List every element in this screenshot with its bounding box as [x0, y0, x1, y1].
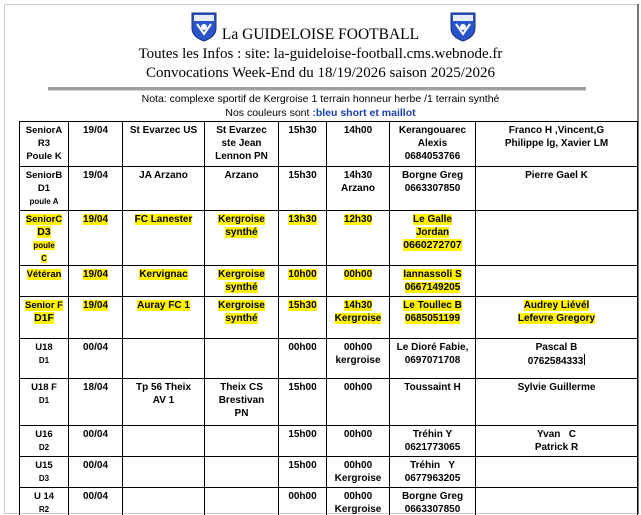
date-cell: 00/04 [69, 339, 123, 379]
meeting-cell: 00h00 [327, 266, 390, 297]
manager-cell: Le Galle Jordan 0660272707 [390, 211, 476, 266]
meeting-cell: 00h00 [327, 379, 390, 426]
referee-cell: Sylvie Guillerme [476, 379, 638, 426]
opponent-cell [123, 457, 205, 488]
referee-cell: Yvan C Patrick R [476, 426, 638, 457]
table-row [20, 379, 638, 426]
nota-line: Nota: complexe sportif de Kergroise 1 terrain honneur herbe /1 terrain synthé [141, 93, 500, 105]
category-cell: SeniorB D1 poule A [20, 167, 69, 211]
table-row [20, 266, 638, 297]
category-cell: SeniorC D3 poule C [20, 211, 69, 266]
convocations-table [19, 121, 638, 515]
opponent-cell [123, 488, 205, 515]
date-cell: 19/04 [69, 266, 123, 297]
category-cell: Vétéran [20, 266, 69, 297]
date-cell: 19/04 [69, 167, 123, 211]
kickoff-cell: 15h30 [279, 167, 327, 211]
referee-cell: Audrey Liévél Lefevre Gregory [476, 297, 638, 339]
club-name: La GUIDELOISE FOOTBALL [221, 26, 420, 43]
referee-cell [476, 457, 638, 488]
kickoff-cell: 00h00 [279, 488, 327, 515]
colors-prefix: Nos couleurs sont [225, 107, 313, 119]
kickoff-cell: 15h00 [279, 426, 327, 457]
table-row [20, 167, 638, 211]
category-cell: U18 F D1 [20, 379, 69, 426]
date-cell: 19/04 [69, 211, 123, 266]
opponent-cell [123, 426, 205, 457]
venue-cell: St Evarzec ste Jean Lennon PN [205, 122, 279, 167]
referee-cell: Pierre Gael K [476, 167, 638, 211]
opponent-cell: Tp 56 Theix AV 1 [123, 379, 205, 426]
table-row [20, 488, 638, 515]
opponent-cell: St Evarzec US [123, 122, 205, 167]
opponent-cell: Kervignac [123, 266, 205, 297]
meeting-cell: 14h30 Arzano [327, 167, 390, 211]
separator [48, 90, 586, 91]
colors-value: :bleu short et maillot [312, 107, 416, 119]
date-cell: 00/04 [69, 457, 123, 488]
kickoff-cell: 15h00 [279, 379, 327, 426]
table-row [20, 426, 638, 457]
venue-cell [205, 339, 279, 379]
venue-cell: Kergroise synthé [205, 297, 279, 339]
category-cell: U18 D1 [20, 339, 69, 379]
manager-cell: Kerangouarec Alexis 0684053766 [390, 122, 476, 167]
manager-cell: Borgne Greg 0663307850 [390, 488, 476, 515]
meeting-cell: 00h00 Kergroise [327, 488, 390, 515]
venue-cell [205, 457, 279, 488]
manager-cell: Toussaint H [390, 379, 476, 426]
infos-line: Toutes les Infos : site: la-guideloise-football.cms.webnode.fr [138, 46, 503, 62]
table-row [20, 297, 638, 339]
manager-cell: Le Dioré Fabie, 0697071708 [390, 339, 476, 379]
meeting-cell: 00h00 Kergroise [327, 457, 390, 488]
kickoff-cell: 15h00 [279, 457, 327, 488]
referee-cell: Pascal B 0762584333 [476, 339, 638, 379]
meeting-cell: 14h30 Kergroise [327, 297, 390, 339]
venue-cell [205, 488, 279, 515]
category-cell: U16 D2 [20, 426, 69, 457]
kickoff-cell: 13h30 [279, 211, 327, 266]
category-cell: U15 D3 [20, 457, 69, 488]
referee-cell [476, 266, 638, 297]
convocations-line: Convocations Week-End du 18/19/2026 saison 2025/2026 [146, 65, 495, 81]
text-cursor [584, 354, 585, 365]
referee-cell [476, 211, 638, 266]
kickoff-cell: 10h00 [279, 266, 327, 297]
referee-cell: Franco H ,Vincent,G Philippe lg, Xavier LM [476, 122, 638, 167]
manager-cell: Tréhin Y 0677963205 [390, 457, 476, 488]
manager-cell: Tréhin Y 0621773065 [390, 426, 476, 457]
date-cell: 19/04 [69, 297, 123, 339]
referee-cell [476, 488, 638, 515]
venue-cell: Theix CS Brestivan PN [205, 379, 279, 426]
table-row [20, 457, 638, 488]
table-row [20, 339, 638, 379]
venue-cell: Arzano [205, 167, 279, 211]
venue-cell: Kergroise synthé [205, 211, 279, 266]
date-cell: 19/04 [69, 122, 123, 167]
category-cell: Senior F D1F [20, 297, 69, 339]
table-row [20, 211, 638, 266]
date-cell: 18/04 [69, 379, 123, 426]
meeting-cell: 12h30 [327, 211, 390, 266]
manager-cell: Iannassoli S 0667149205 [390, 266, 476, 297]
meeting-cell: 00h00 [327, 426, 390, 457]
date-cell: 00/04 [69, 426, 123, 457]
meeting-cell: 14h00 [327, 122, 390, 167]
opponent-cell: Auray FC 1 [123, 297, 205, 339]
colors-line [0, 107, 641, 119]
meeting-cell: 00h00 kergroise [327, 339, 390, 379]
category-cell: SeniorA R3 Poule K [20, 122, 69, 167]
venue-cell [205, 426, 279, 457]
venue-cell: Kergroise synthé [205, 266, 279, 297]
manager-cell: Le Toullec B 0685051199 [390, 297, 476, 339]
opponent-cell [123, 339, 205, 379]
manager-cell: Borgne Greg 0663307850 [390, 167, 476, 211]
category-cell: U 14 R2 [20, 488, 69, 515]
opponent-cell: FC Lanester [123, 211, 205, 266]
kickoff-cell: 00h00 [279, 339, 327, 379]
opponent-cell: JA Arzano [123, 167, 205, 211]
date-cell: 00/04 [69, 488, 123, 515]
table-row [20, 122, 638, 167]
kickoff-cell: 15h30 [279, 297, 327, 339]
kickoff-cell: 15h30 [279, 122, 327, 167]
